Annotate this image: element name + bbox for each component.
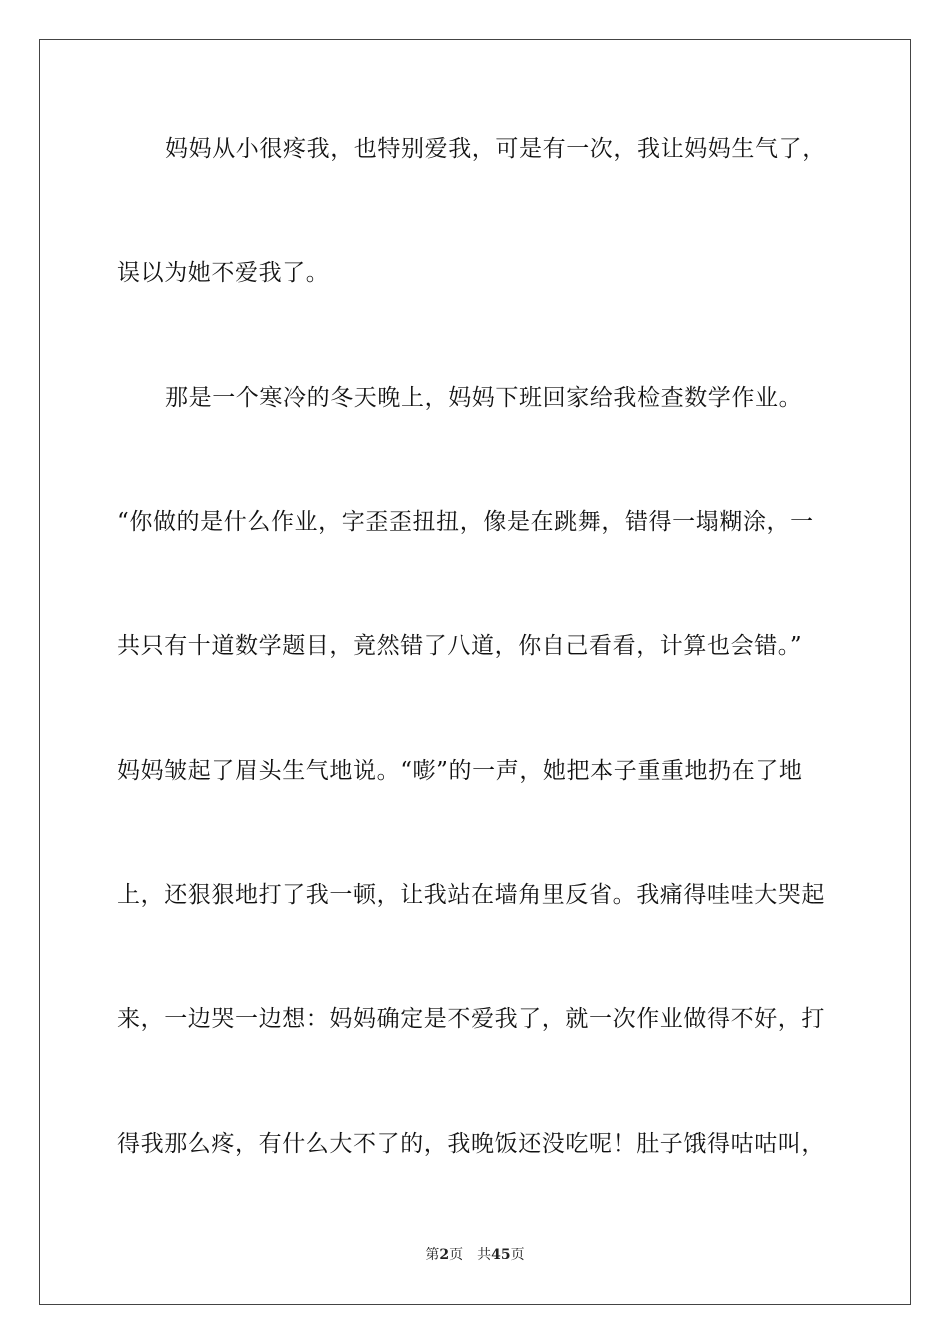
text-line-4: “你做的是什么作业，字歪歪扭扭，像是在跳舞，错得一塌糊涂，一 <box>117 509 814 535</box>
text-line-8: 来，一边哭一边想：妈妈确定是不爱我了，就一次作业做得不好，打 <box>117 1006 825 1032</box>
text-line-2: 误以为她不爱我了。 <box>117 260 330 286</box>
text-line-5: 共只有十道数学题目，竟然错了八道，你自己看看，计算也会错。” <box>117 633 803 659</box>
page-border <box>39 39 911 1305</box>
footer-total-pages: 45 <box>491 1247 511 1263</box>
text-line-6: 妈妈皱起了眉头生气地说。“嘭”的一声，她把本子重重地扔在了地 <box>117 758 803 784</box>
footer-total-suffix: 页 <box>510 1247 525 1263</box>
text-line-1: 妈妈从小很疼我，也特别爱我，可是有一次，我让妈妈生气了， <box>165 136 826 162</box>
footer-page-number: 2 <box>439 1247 450 1263</box>
text-line-7: 上，还狠狠地打了我一顿，让我站在墙角里反省。我痛得哇哇大哭起 <box>117 882 825 908</box>
footer-page-prefix: 第 <box>425 1247 440 1263</box>
page-footer <box>0 1246 950 1264</box>
footer-page-suffix: 页 <box>449 1247 464 1263</box>
footer-total-prefix: 共 <box>477 1247 492 1263</box>
text-line-9: 得我那么疼，有什么大不了的，我晚饭还没吃呢！肚子饿得咕咕叫， <box>117 1131 825 1157</box>
text-line-3: 那是一个寒冷的冬天晚上，妈妈下班回家给我检查数学作业。 <box>165 385 803 411</box>
